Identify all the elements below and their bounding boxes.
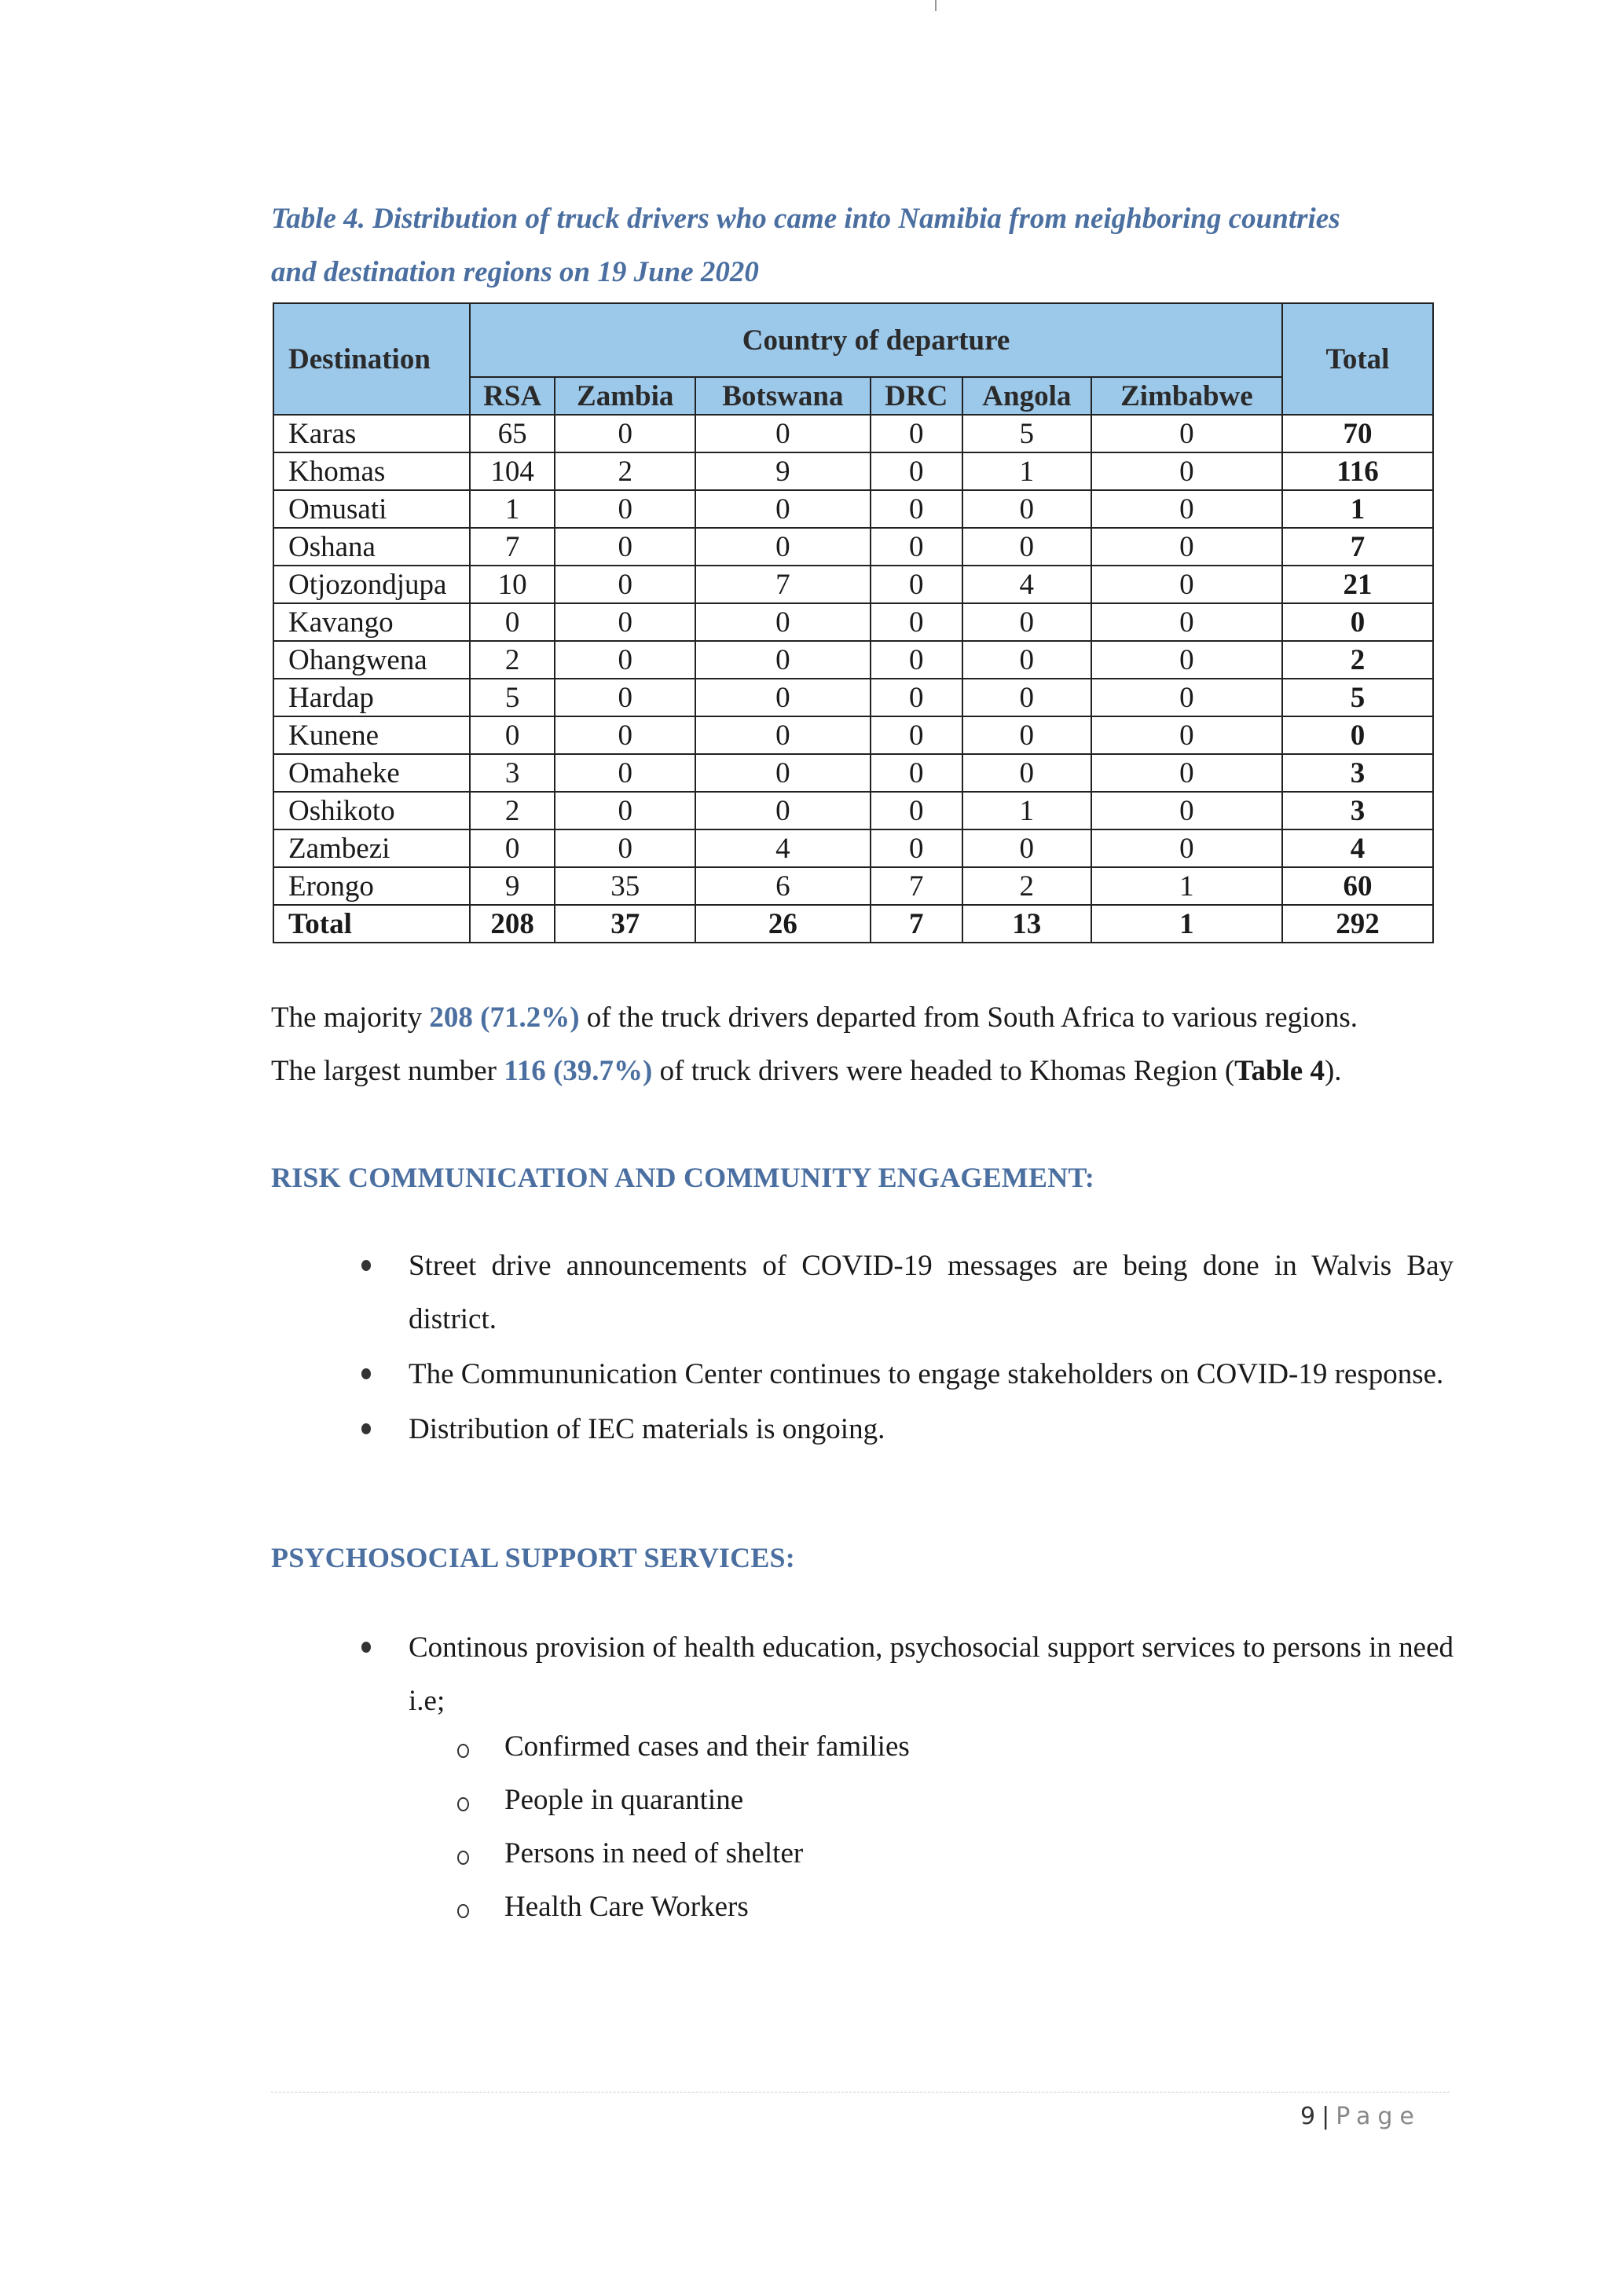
text: of truck drivers were headed to Khomas Region (: [652, 1055, 1235, 1087]
table-cell: 0: [695, 792, 871, 829]
table-caption: [271, 192, 1450, 299]
row-total: 0: [1282, 603, 1433, 641]
table-cell: 0: [555, 415, 695, 452]
header-destination: Destination: [273, 303, 470, 415]
text: of the truck drivers departed from South Africa to various regions.: [579, 1002, 1358, 1034]
region-name: Hardap: [273, 679, 470, 716]
list-item: [361, 1348, 1454, 1401]
row-total: 116: [1282, 452, 1433, 490]
table-cell: 7: [695, 566, 871, 603]
footer-divider: [271, 2092, 1450, 2093]
table-cell: 0: [1091, 452, 1282, 490]
list-item-text: Street drive announcements of COVID-19 messages are being done in Walvis Bay district.: [409, 1250, 1454, 1335]
table-cell: 1: [962, 452, 1091, 490]
row-total: 21: [1282, 566, 1433, 603]
table-cell: 0: [962, 679, 1091, 716]
region-name: Khomas: [273, 452, 470, 490]
summary-sentence-1: [271, 991, 1450, 1045]
table-cell: 0: [871, 528, 962, 566]
table-cell: 9: [695, 452, 871, 490]
table-cell: 0: [962, 754, 1091, 792]
region-name: Oshana: [273, 528, 470, 566]
region-name: Karas: [273, 415, 470, 452]
highlight-rsa-count: 208 (71.2%): [429, 1002, 580, 1034]
table-cell: 0: [871, 792, 962, 829]
region-name: Omaheke: [273, 754, 470, 792]
table-cell: 0: [1091, 603, 1282, 641]
table-row: [273, 829, 1433, 867]
table-cell: 65: [470, 415, 555, 452]
hollow-bullet-icon: [457, 1797, 469, 1811]
table-cell: 208: [470, 905, 555, 943]
table-row: [273, 792, 1433, 829]
table-cell: 0: [555, 716, 695, 754]
table-cell: 2: [962, 867, 1091, 905]
table-cell: 13: [962, 905, 1091, 943]
table-total-row: [273, 905, 1433, 943]
scan-mark: [935, 0, 937, 11]
table-cell: 0: [871, 452, 962, 490]
region-name: Erongo: [273, 867, 470, 905]
table-row: [273, 452, 1433, 490]
table-cell: 0: [555, 792, 695, 829]
table-cell: 0: [962, 603, 1091, 641]
bullet-icon: [361, 1368, 371, 1379]
table-cell: 0: [871, 490, 962, 528]
table-cell: 0: [871, 566, 962, 603]
table-row: [273, 415, 1433, 452]
section-heading-psychosocial-support: PSYCHOSOCIAL SUPPORT SERVICES:: [271, 1542, 795, 1573]
region-name: Ohangwena: [273, 641, 470, 679]
bullet-icon: [361, 1260, 371, 1271]
section-heading-risk-communication: RISK COMMUNICATION AND COMMUNITY ENGAGEMENT:: [271, 1162, 1095, 1193]
table-cell: 0: [871, 716, 962, 754]
table-cell: 0: [1091, 528, 1282, 566]
sub-list-item: [457, 1827, 910, 1880]
row-total: 3: [1282, 754, 1433, 792]
table-row: [273, 679, 1433, 716]
region-name: Total: [273, 905, 470, 943]
table-cell: 0: [962, 641, 1091, 679]
table-cell: 0: [695, 603, 871, 641]
table-cell: 0: [1091, 829, 1282, 867]
row-total: 292: [1282, 905, 1433, 943]
region-name: Kunene: [273, 716, 470, 754]
sub-list-item-text: Health Care Workers: [504, 1891, 749, 1923]
table-cell: 0: [555, 754, 695, 792]
truck-drivers-table: [273, 302, 1434, 943]
table-cell: 0: [555, 679, 695, 716]
table-cell: 0: [871, 829, 962, 867]
sub-list-item: [457, 1720, 910, 1774]
table-cell: 0: [695, 528, 871, 566]
table-cell: 0: [962, 490, 1091, 528]
table-cell: 5: [470, 679, 555, 716]
table-cell: 0: [695, 679, 871, 716]
table-cell: 1: [1091, 905, 1282, 943]
table-cell: 0: [1091, 415, 1282, 452]
row-total: 70: [1282, 415, 1433, 452]
psychosocial-sub-bullets: [457, 1720, 910, 1934]
table-cell: 0: [470, 603, 555, 641]
table-cell: 2: [470, 792, 555, 829]
text: The largest number: [271, 1055, 504, 1087]
column-header: Angola: [962, 377, 1091, 415]
table-cell: 0: [962, 716, 1091, 754]
list-item-text: The Commununication Center continues to engage stakeholders on COVID-19 response.: [409, 1358, 1444, 1390]
table-row: [273, 528, 1433, 566]
table-cell: 10: [470, 566, 555, 603]
region-name: Oshikoto: [273, 792, 470, 829]
region-name: Otjozondjupa: [273, 566, 470, 603]
table-cell: 0: [470, 716, 555, 754]
summary-sentence-2: [271, 1045, 1450, 1098]
table-cell: 0: [871, 754, 962, 792]
risk-communication-bullets: [361, 1240, 1454, 1458]
page-number: [1300, 2103, 1421, 2130]
row-total: 5: [1282, 679, 1433, 716]
table-cell: 0: [695, 415, 871, 452]
table-cell: 37: [555, 905, 695, 943]
table-row: [273, 716, 1433, 754]
table-cell: 0: [962, 528, 1091, 566]
table-row: [273, 867, 1433, 905]
text: The majority: [271, 1002, 430, 1034]
table-reference: Table 4: [1234, 1055, 1325, 1087]
table-cell: 1: [1091, 867, 1282, 905]
row-total: 7: [1282, 528, 1433, 566]
table-cell: 0: [555, 528, 695, 566]
sub-list-item-text: People in quarantine: [504, 1784, 744, 1816]
psychosocial-bullets: [361, 1621, 1454, 1730]
table-row: [273, 603, 1433, 641]
table-cell: 0: [695, 490, 871, 528]
table-cell: 0: [1091, 566, 1282, 603]
table-cell: 0: [871, 679, 962, 716]
table-cell: 0: [555, 490, 695, 528]
bullet-icon: [361, 1642, 371, 1653]
sub-list-item-text: Persons in need of shelter: [504, 1837, 804, 1869]
column-header: Zambia: [555, 377, 695, 415]
table-cell: 5: [962, 415, 1091, 452]
region-name: Omusati: [273, 490, 470, 528]
text: ).: [1324, 1055, 1342, 1087]
table-cell: 0: [555, 641, 695, 679]
hollow-bullet-icon: [457, 1851, 469, 1865]
list-item-text: Distribution of IEC materials is ongoing.: [409, 1413, 885, 1445]
sub-list-item: [457, 1880, 910, 1934]
header-country-of-departure: Country of departure: [470, 303, 1282, 377]
table-row: [273, 490, 1433, 528]
column-header: DRC: [871, 377, 962, 415]
table-cell: 0: [470, 829, 555, 867]
caption-line-1: Table 4. Distribution of truck drivers who came into Namibia from neighboring countries: [271, 203, 1340, 235]
list-item: [361, 1621, 1454, 1728]
sub-list-item: [457, 1774, 910, 1827]
list-item: [361, 1403, 1454, 1456]
table-row: [273, 754, 1433, 792]
table-cell: 0: [1091, 716, 1282, 754]
table-cell: 0: [1091, 754, 1282, 792]
sub-list-item-text: Confirmed cases and their families: [504, 1730, 910, 1763]
table-row: [273, 566, 1433, 603]
row-total: 4: [1282, 829, 1433, 867]
table-cell: 26: [695, 905, 871, 943]
table-cell: 2: [555, 452, 695, 490]
row-total: 0: [1282, 716, 1433, 754]
bullet-icon: [361, 1423, 371, 1434]
table-cell: 0: [695, 716, 871, 754]
table-row: [273, 641, 1433, 679]
header-total: Total: [1282, 303, 1433, 415]
column-header: Botswana: [695, 377, 871, 415]
table-cell: 7: [871, 905, 962, 943]
table-cell: 2: [470, 641, 555, 679]
column-header: RSA: [470, 377, 555, 415]
table-cell: 7: [871, 867, 962, 905]
table-cell: 0: [1091, 679, 1282, 716]
table-cell: 104: [470, 452, 555, 490]
list-item: [361, 1240, 1454, 1346]
table-cell: 0: [695, 754, 871, 792]
table-cell: 0: [1091, 792, 1282, 829]
page-separator: |: [1322, 2103, 1330, 2130]
table-cell: 9: [470, 867, 555, 905]
caption-line-2: and destination regions on 19 June 2020: [271, 256, 759, 288]
region-name: Kavango: [273, 603, 470, 641]
page-number-value: 9: [1300, 2103, 1316, 2130]
table-cell: 0: [555, 603, 695, 641]
table-cell: 0: [871, 415, 962, 452]
region-name: Zambezi: [273, 829, 470, 867]
table-cell: 0: [871, 641, 962, 679]
list-item-text: Continous provision of health education, psychosocial support services to persons in need i.e;: [409, 1631, 1454, 1717]
table-cell: 4: [962, 566, 1091, 603]
table-cell: 0: [555, 829, 695, 867]
hollow-bullet-icon: [457, 1744, 469, 1758]
table-cell: 1: [470, 490, 555, 528]
table-cell: 6: [695, 867, 871, 905]
table-cell: 0: [1091, 490, 1282, 528]
table-cell: 0: [1091, 641, 1282, 679]
table-cell: 3: [470, 754, 555, 792]
row-total: 1: [1282, 490, 1433, 528]
highlight-khomas-count: 116 (39.7%): [504, 1055, 653, 1087]
row-total: 60: [1282, 867, 1433, 905]
row-total: 2: [1282, 641, 1433, 679]
table-cell: 1: [962, 792, 1091, 829]
table-cell: 35: [555, 867, 695, 905]
table-cell: 4: [695, 829, 871, 867]
table-cell: 0: [695, 641, 871, 679]
table-cell: 0: [871, 603, 962, 641]
page-label: Page: [1336, 2103, 1421, 2130]
table-cell: 0: [555, 566, 695, 603]
row-total: 3: [1282, 792, 1433, 829]
table-cell: 0: [962, 829, 1091, 867]
column-header: Zimbabwe: [1091, 377, 1282, 415]
summary-paragraph: [271, 991, 1450, 1098]
hollow-bullet-icon: [457, 1904, 469, 1918]
table-cell: 7: [470, 528, 555, 566]
